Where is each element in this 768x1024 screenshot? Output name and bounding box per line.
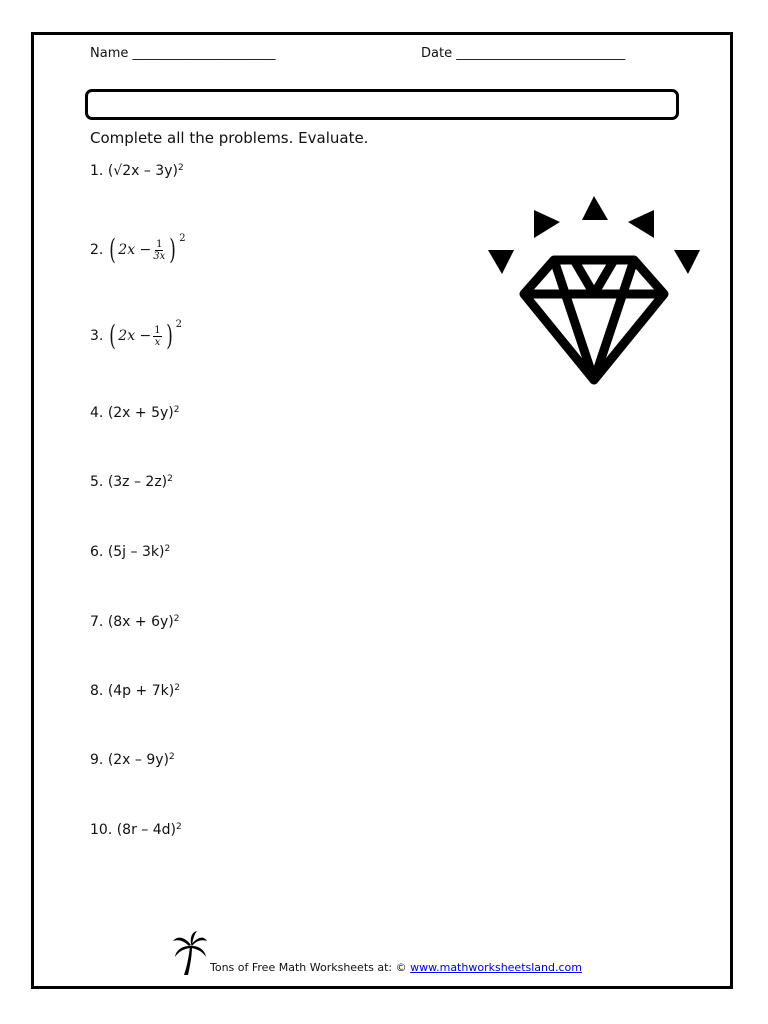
- problem-exponent: 2: [175, 318, 182, 330]
- problem-number: 5.: [90, 474, 104, 490]
- problem-5: [90, 474, 173, 490]
- problem-exponent: 2: [177, 163, 184, 173]
- title-box: [85, 89, 679, 120]
- problem-expression: (8x + 6y): [107, 614, 174, 630]
- date-field-label: Date __________________________: [421, 46, 626, 61]
- footer-text: Tons of Free Math Worksheets at: ©: [210, 961, 407, 974]
- problem-exponent: 2: [179, 232, 186, 244]
- expression-lead: 2x −: [118, 328, 152, 344]
- problem-9: [90, 752, 175, 768]
- problem-6: [90, 544, 170, 560]
- problem-exponent: 2: [176, 822, 182, 832]
- problem-exponent: 2: [173, 405, 180, 415]
- problem-8: [90, 683, 180, 699]
- problem-expression: (5j – 3k): [107, 544, 165, 560]
- problem-expression: (√2x – 3y): [107, 163, 178, 179]
- problem-number: 2.: [90, 242, 104, 258]
- problem-number: 8.: [90, 683, 104, 699]
- problem-number: 1.: [90, 163, 104, 179]
- problem-10: [90, 822, 182, 838]
- problem-7: [90, 614, 180, 630]
- problem-number: 10.: [90, 822, 113, 838]
- problem-expression: ( 2x − $\frac{1}{x}$ ) 2: [109, 318, 182, 352]
- problem-exponent: 2: [169, 752, 175, 762]
- instructions: Complete all the problems. Evaluate.: [90, 129, 369, 147]
- problem-number: 7.: [90, 614, 104, 630]
- problem-expression: (2x – 9y): [107, 752, 170, 768]
- footer-website-link[interactable]: www.mathworksheetsland.com: [410, 961, 582, 974]
- fraction: [153, 239, 165, 262]
- problem-3: [90, 318, 182, 352]
- problem-4: [90, 405, 180, 421]
- problem-exponent: 2: [167, 474, 173, 484]
- problem-number: 9.: [90, 752, 104, 768]
- palm-tree-icon: [172, 930, 208, 976]
- problem-exponent: 2: [174, 683, 180, 693]
- name-field-label: Name ______________________: [90, 46, 276, 61]
- fraction-numerator: 1: [156, 238, 163, 250]
- problem-expression: (3z – 2z): [107, 474, 168, 490]
- problem-1: [90, 163, 184, 179]
- problem-number: 3.: [90, 328, 104, 344]
- problem-expression: (4p + 7k): [107, 683, 175, 699]
- problem-expression: (2x + 5y): [107, 405, 174, 421]
- problem-expression: ( 2x − $\frac{1}{3x}$ ) 2: [109, 232, 186, 266]
- diamond-icon: [486, 192, 702, 392]
- problem-2: [90, 232, 186, 266]
- problem-exponent: 2: [164, 544, 171, 554]
- problem-number: 6.: [90, 544, 104, 560]
- footer: [172, 930, 582, 976]
- problem-exponent: 2: [173, 614, 180, 624]
- fraction: [153, 325, 161, 348]
- problem-expression: (8r – 4d): [116, 822, 176, 838]
- fraction-denominator: 3x: [153, 250, 166, 262]
- fraction-numerator: 1: [154, 324, 161, 336]
- problem-number: 4.: [90, 405, 104, 421]
- fraction-denominator: x: [154, 336, 161, 348]
- expression-lead: 2x −: [118, 242, 152, 258]
